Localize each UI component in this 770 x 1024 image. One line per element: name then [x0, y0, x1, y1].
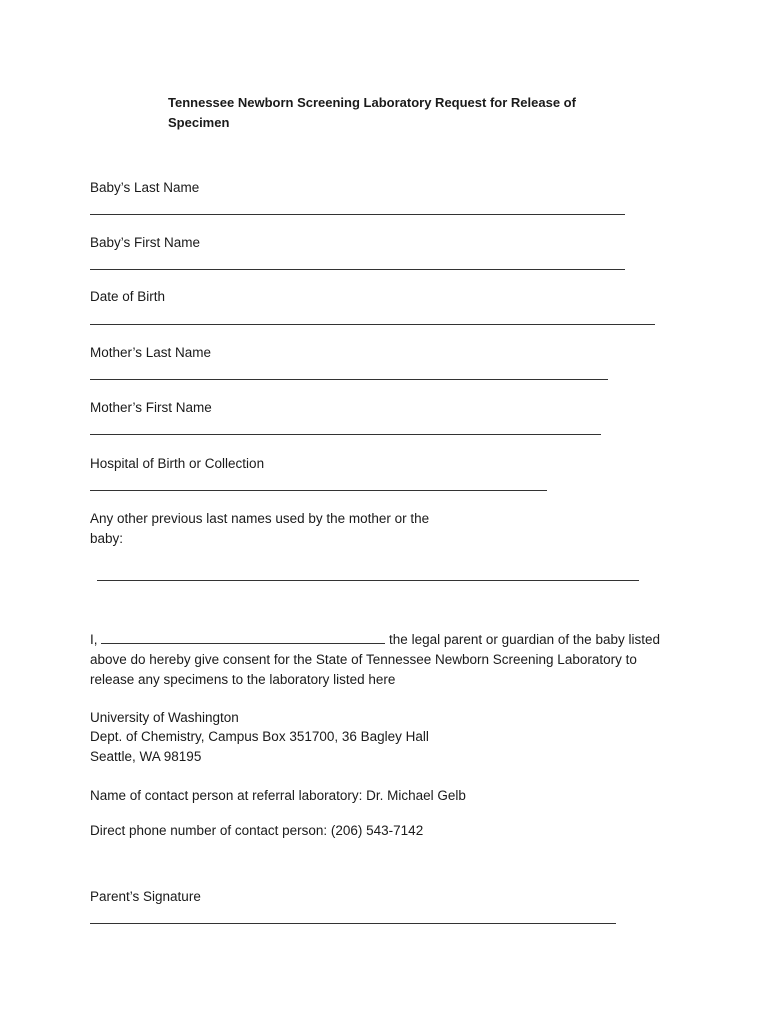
previous-names-line[interactable] — [97, 580, 639, 581]
address-line-1: University of Washington — [90, 710, 239, 725]
hospital-line[interactable] — [90, 490, 547, 491]
contact-phone: Direct phone number of contact person: (206) 543-7142 — [90, 823, 424, 838]
mother-first-name-label: Mother’s First Name — [90, 400, 212, 415]
signature-label: Parent’s Signature — [90, 889, 201, 904]
address-line-3: Seattle, WA 98195 — [90, 749, 202, 764]
date-of-birth-label: Date of Birth — [90, 289, 166, 304]
baby-last-name-label: Baby’s Last Name — [90, 180, 200, 195]
mother-first-name-line[interactable] — [90, 434, 601, 435]
mother-last-name-line[interactable] — [90, 379, 608, 380]
baby-first-name-label: Baby’s First Name — [90, 235, 201, 250]
consent-line-3: release any specimens to the laboratory listed here — [90, 672, 396, 687]
hospital-label: Hospital of Birth or Collection — [90, 456, 265, 471]
date-of-birth-line[interactable] — [90, 324, 655, 325]
consent-line-1 — [90, 630, 660, 650]
baby-first-name-line[interactable] — [90, 269, 625, 270]
consent-text-after-blank: the legal parent or guardian of the baby listed — [389, 632, 660, 647]
contact-person: Name of contact person at referral laboratory: Dr. Michael Gelb — [90, 788, 466, 803]
baby-last-name-line[interactable] — [90, 214, 625, 215]
consent-prefix: I, — [90, 632, 98, 647]
address-line-2: Dept. of Chemistry, Campus Box 351700, 36 Bagley Hall — [90, 729, 429, 744]
form-title: Tennessee Newborn Screening Laboratory Request for Release of Specimen — [168, 95, 576, 130]
previous-names-label: Any other previous last names used by the mother or the baby: — [90, 511, 430, 546]
signature-line[interactable] — [90, 923, 616, 924]
consent-line-2: above do hereby give consent for the State of Tennessee Newborn Screening Laboratory to — [90, 652, 637, 667]
guardian-name-line[interactable] — [101, 630, 385, 644]
mother-last-name-label: Mother’s Last Name — [90, 345, 212, 360]
